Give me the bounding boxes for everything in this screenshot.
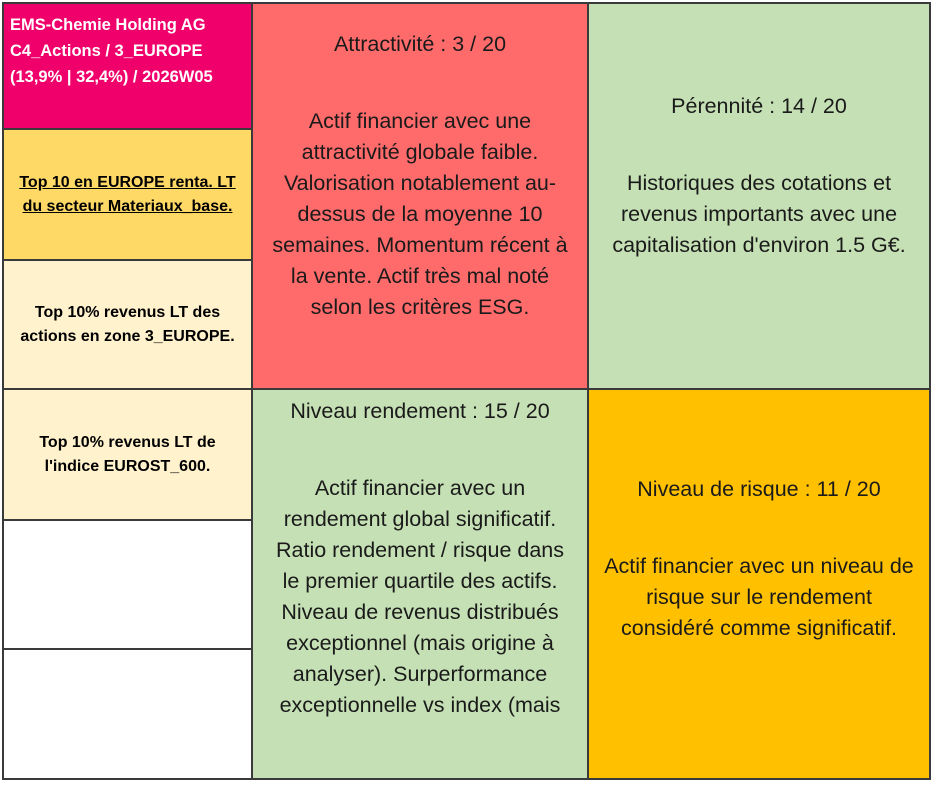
top10-index-line-2: l'indice EUROST_600. xyxy=(44,457,211,475)
rendement-line: analyser). Surperformance xyxy=(292,662,548,686)
risque-line: Actif financier avec un niveau de xyxy=(604,554,914,578)
asset-category: C4_Actions / 3_EUROPE xyxy=(10,42,203,60)
top10-index-line-1: Top 10% revenus LT de xyxy=(39,433,216,451)
empty-cell-1 xyxy=(2,519,253,650)
rendement-line: le premier quartile des actifs. xyxy=(282,569,558,593)
attractivite-line: Actif financier avec une xyxy=(308,109,532,133)
perennite-line: capitalisation d'environ 1.5 G€. xyxy=(612,233,906,257)
rendement-line: Niveau de revenus distribués xyxy=(281,600,559,624)
attractivite-line: attractivité globale faible. xyxy=(301,140,539,164)
asset-performance: (13,9% | 32,4%) / 2026W05 xyxy=(10,68,213,86)
asset-name: EMS-Chemie Holding AG xyxy=(10,16,206,34)
rendement-line: rendement global significatif. xyxy=(283,507,557,531)
perennite-line: revenus importants avec une xyxy=(620,202,898,226)
rendement-line: Actif financier avec un xyxy=(314,476,526,500)
risque-title: Niveau de risque : 11 / 20 xyxy=(637,477,881,501)
top10-sector-cell xyxy=(2,128,253,261)
attractivite-panel xyxy=(251,2,589,390)
empty-cell-2 xyxy=(2,648,253,780)
attractivite-line: semaines. Momentum récent à xyxy=(272,233,568,257)
top10-zone-cell xyxy=(2,259,253,390)
rendement-panel xyxy=(251,388,589,780)
top10-index-cell xyxy=(2,388,253,521)
perennite-panel xyxy=(587,2,931,390)
asset-title-cell xyxy=(2,2,253,130)
risque-line: considéré comme significatif. xyxy=(620,616,898,640)
perennite-line: Historiques des cotations et xyxy=(626,171,892,195)
top10-sector-line-2: du secteur Materiaux_base. xyxy=(22,197,233,215)
rendement-line: Ratio rendement / risque dans xyxy=(275,538,565,562)
perennite-title: Pérennité : 14 / 20 xyxy=(671,94,847,118)
attractivite-title: Attractivité : 3 / 20 xyxy=(333,32,507,56)
top10-zone-line-2: actions en zone 3_EUROPE. xyxy=(20,327,235,345)
top10-sector-line-1: Top 10 en EUROPE renta. LT xyxy=(19,173,236,191)
attractivite-line: Valorisation notablement au- xyxy=(283,171,557,195)
attractivite-line: la vente. Actif très mal noté xyxy=(290,264,550,288)
attractivite-line: dessus de la moyenne 10 xyxy=(297,202,543,226)
risque-panel xyxy=(587,388,931,780)
rendement-line: exceptionnelle vs index (mais xyxy=(279,693,561,717)
risque-line: risque sur le rendement xyxy=(646,585,872,609)
rendement-title: Niveau rendement : 15 / 20 xyxy=(290,399,550,423)
rendement-line: exceptionnel (mais origine à xyxy=(286,631,554,655)
top10-zone-line-1: Top 10% revenus LT des xyxy=(34,303,221,321)
attractivite-line: selon les critères ESG. xyxy=(310,295,530,319)
